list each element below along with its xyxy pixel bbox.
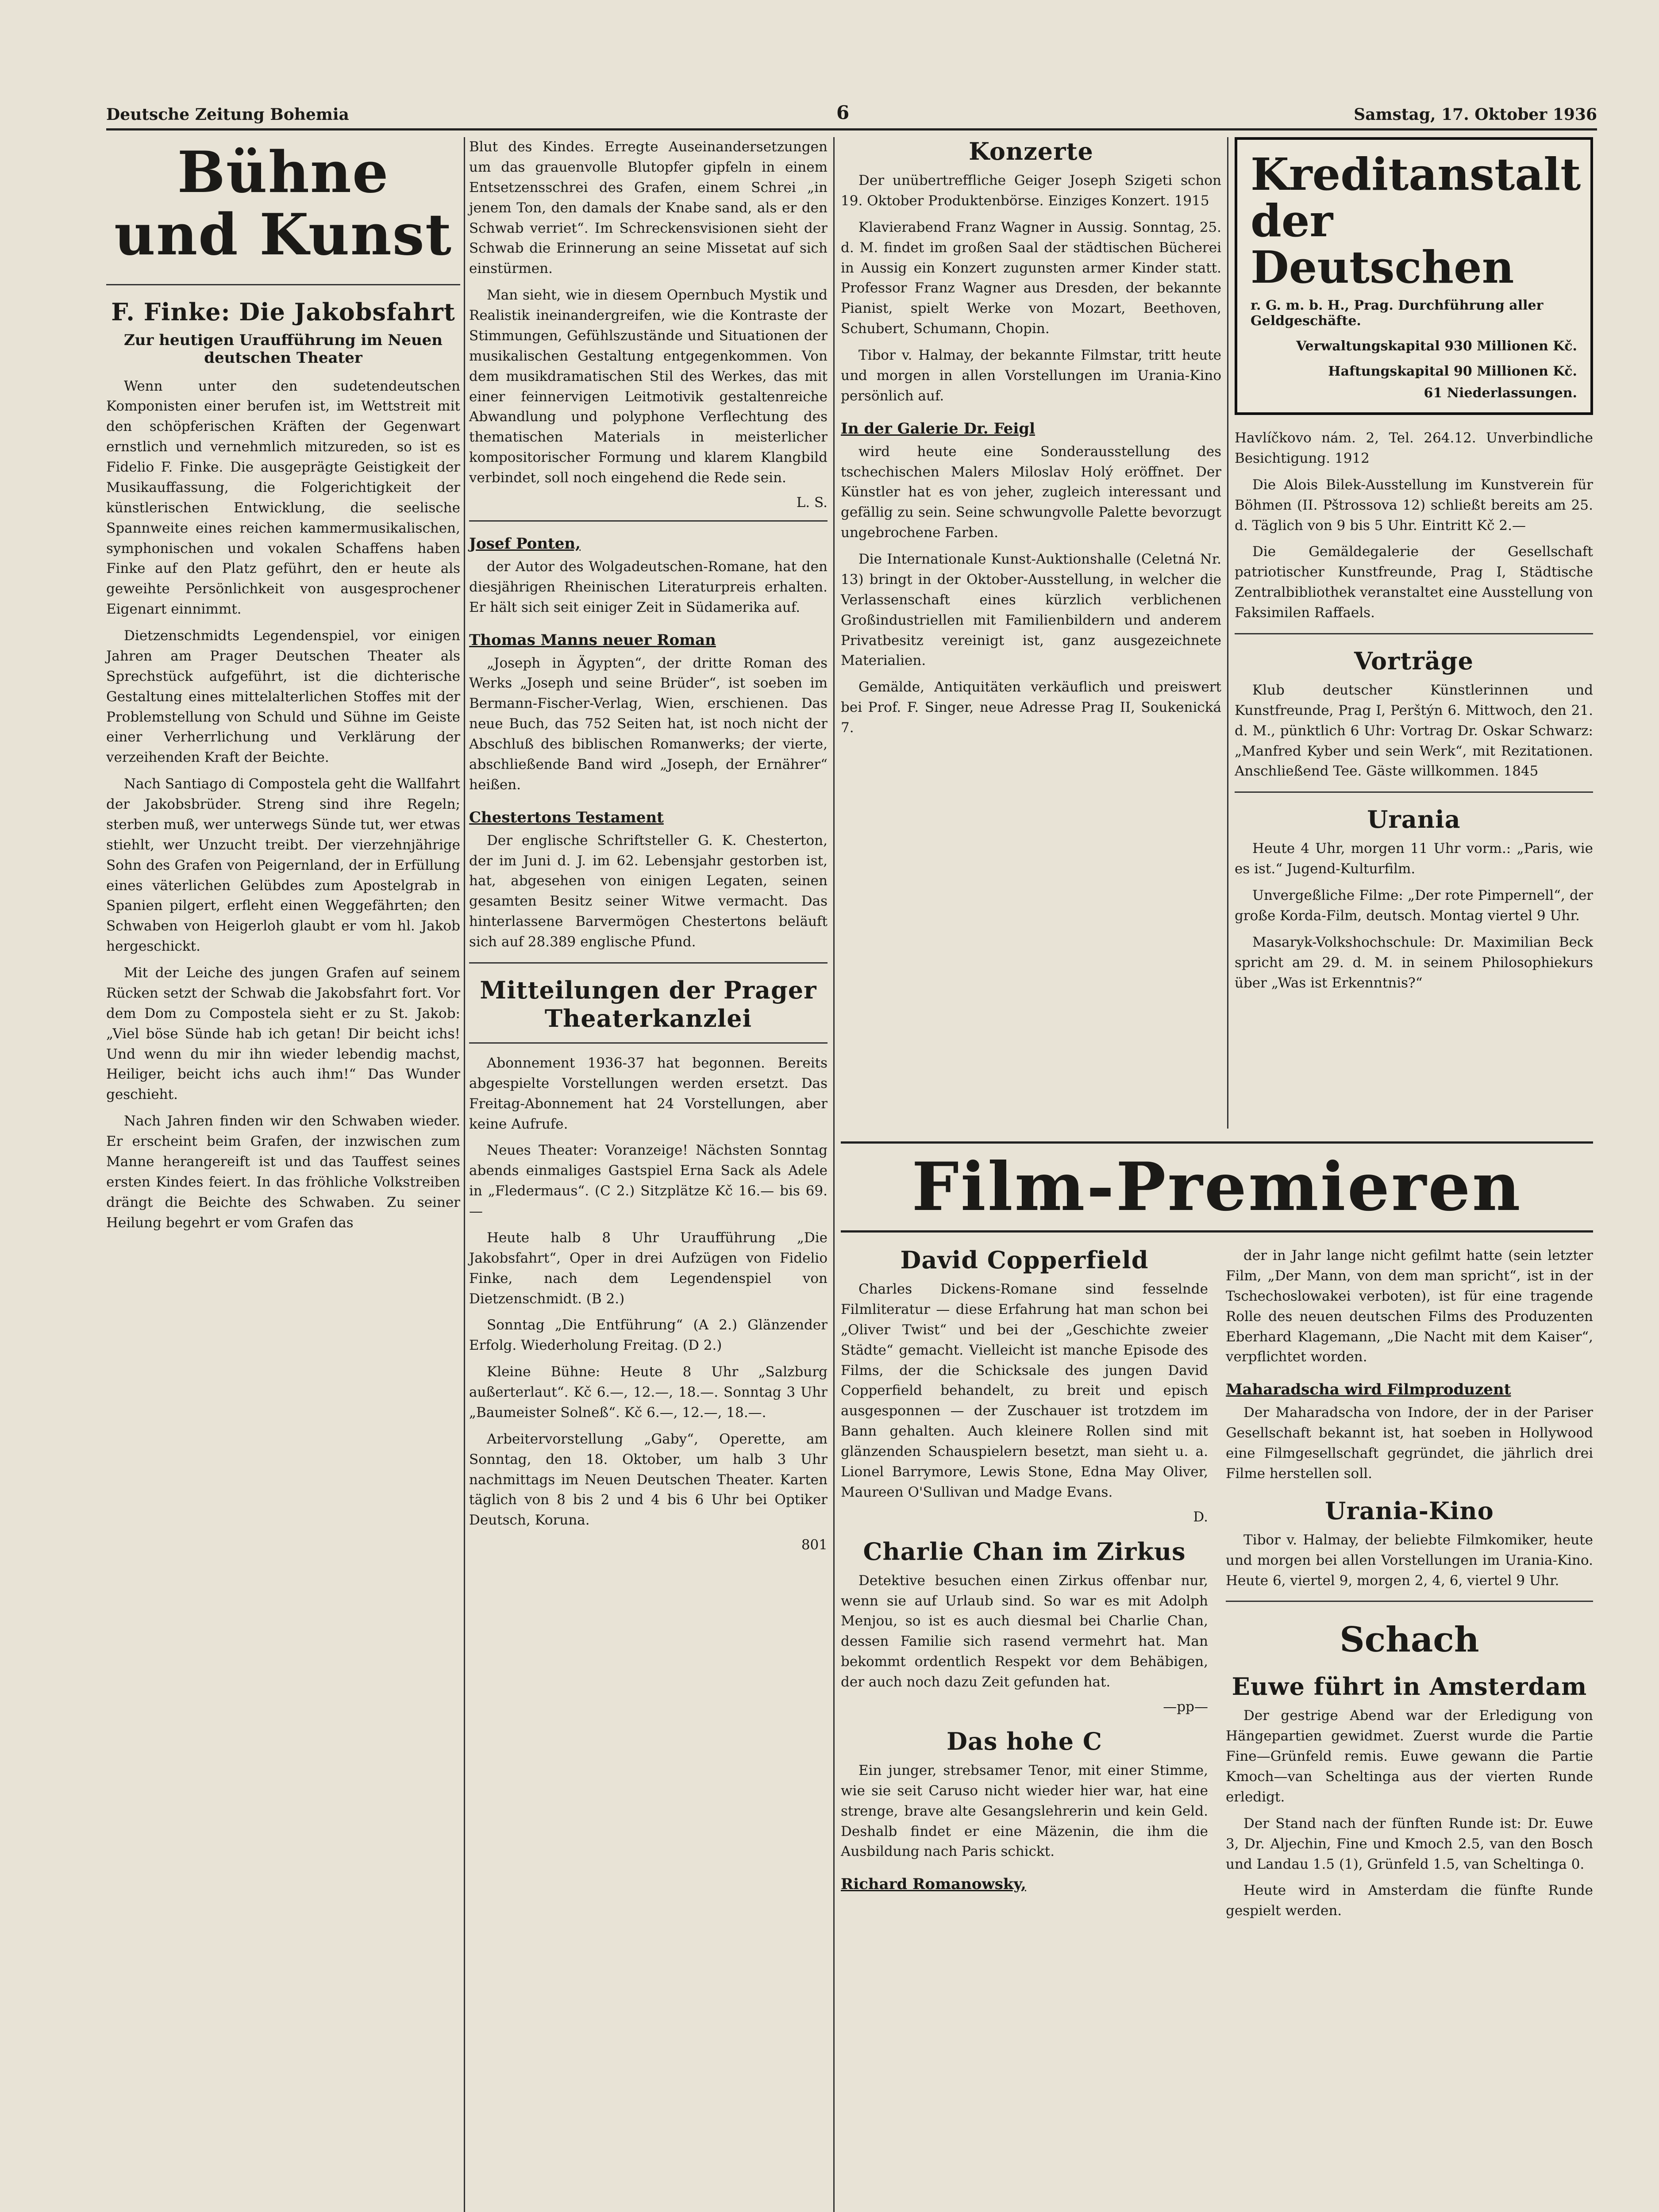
ad-bank-name: Kreditanstalt der Deutschen [1251,148,1581,293]
note-headline: Chestertons Testament [469,808,664,826]
konzert-item: Klavierabend Franz Wagner in Aussig. Sonntag, 25. d. M. findet im großen Saal der städtischen Bücherei in Aussig ein Konzert zugunsten armer Kinder statt. Professor Franz Wagner aus Dresden, der bekannte Pianist, spielt Werke von Mozart, Beethoven, Schubert, Schumann, Chopin. [841,219,1221,337]
galerie-text: wird heute eine Sonderausstellung des tschechischen Malers Miloslav Holý eröffnet. Der Künstler hat es von jeher, zugleich interessant und gefällig zu sein. Seine schwungvolle Palette bevorzugt ungebrochene Farben. [841,443,1221,541]
film-note: Tibor v. Halmay, der beliebte Filmkomiker, heute und morgen bei allen Vorstellungen im Urania-Kino. Heute 6, viertel 9, morgen 2, 4, 6, viertel 9 Uhr. [1226,1532,1593,1589]
konzerte-title: Konzerte [969,137,1093,165]
divider [469,1042,828,1044]
film-review: Detektive besuchen einen Zirkus offenbar nur, wenn sie auf Urlaub sind. So war es mit Adolph Menjou, so ist es auch diesmal bei Charlie Chan, dessen Familie sich rasend vermehrt hat. Man bekommt ordentlich Respekt vor dem Behäbigen, der auch noch dazu Zeit gefunden hat. [841,1572,1208,1690]
issue-date: Samstag, 17. Oktober 1936 [1354,105,1597,124]
column-rule [464,137,465,2212]
film-review-signature: —pp— [1163,1698,1208,1715]
article-paragraph: Mit der Leiche des jungen Grafen auf seinem Rücken setzt der Schwab die Jakobsfahrt fort. Vor dem Dom zu Compostela sieht er zu St. Jakob: „Viel böse Sünde hab ich getan! Dir beicht ichs! Und wenn du mir ihn wieder lebendig machst, Heiliger, beicht ichs auch ihm!“ Das Wunder geschieht. [106,965,460,1103]
article-headline: F. Finke: Die Jakobsfahrt [111,297,455,326]
film-headline: Charlie Chan im Zirkus [863,1537,1186,1566]
note-headline: Thomas Manns neuer Roman [469,631,716,649]
section-title-buehne-und-kunst: Bühne und Kunst [114,139,452,268]
film-note-headline: Maharadscha wird Filmproduzent [1226,1381,1511,1399]
film-columns [841,1246,1593,1921]
column-four [1235,137,1593,999]
konzert-item: Tibor v. Halmay, der bekannte Filmstar, tritt heute und morgen in allen Vorstellungen im Urania-Kino persönlich auf. [841,347,1221,404]
ad-capital: Verwaltungskapital 930 Millionen Kč. [1296,338,1577,354]
ad-subtitle: r. G. m. b. H., Prag. Durchführung aller Geldgeschäfte. [1251,298,1544,329]
film-note-headline: Richard Romanowsky, [841,1875,1026,1893]
film-headline: Das hohe C [947,1727,1102,1755]
schach-headline: Euwe führt in Amsterdam [1232,1672,1587,1701]
article-paragraph: Man sieht, wie in diesem Opernbuch Mystik und Realistik ineinandergreifen, wie die Kontraste der Stimmungen, Gefühlszustände und Situationen der musikalischen Gestaltung entgegenkommen. Von dem musikdramatischen Stil des Werkes, das mit einer feinnervigen Leitmotivik gestaltenreiche Abwandlung und polyphone Verflechtung des thematischen Materials in meisterlicher kompositorischer Formung und klarem Klangbild verbindet, soll noch eingehend die Rede sein. [469,287,828,486]
note-headline: Josef Ponten, [469,534,581,553]
column-two [469,137,828,1560]
divider [469,520,828,522]
urania-note: Masaryk-Volkshochschule: Dr. Maximilian Beck spricht am 29. d. M. in seinem Philosophiekurs über „Was ist Erkenntnis?“ [1235,934,1593,991]
urania-title: Urania [1367,805,1461,834]
film-review: Charles Dickens-Romane sind fesselnde Filmliteratur — diese Erfahrung hat man schon bei „Oliver Twist“ und bei der „Geschichte zweier Städte“ gemacht. Vielleicht ist manche Episode des Films, der die Schicksale des jungen David Copperfield behandelt, zu breit und episch ausgesponnen — der Zuschauer ist trotzdem im Bann gehalten. Auch kleinere Rollen sind mit glänzenden Schauspielern besetzt, man sieht u. a. Lionel Barrymore, Lewis Stone, Edna May Oliver, Maureen O'Sullivan und Madge Evans. [841,1281,1208,1500]
article-paragraph: Nach Jahren finden wir den Schwaben wieder. Er erscheint beim Grafen, der inzwischen zum Manne herangereift ist und das Tauffest seines ersten Kindes feiert. In das fröhliche Volkstreiben drängt die Beichte des Schwaben. Zu seiner Heilung begehrt er vom Grafen das [106,1113,460,1231]
schach-title: Schach [1340,1620,1479,1660]
announcement: Kleine Bühne: Heute 8 Uhr „Salzburg außerterlaut“. Kč 6.—, 12.—, 18.—. Sonntag 3 Uhr „Baumeister Solneß“. Kč 6.—, 12.—, 18.—. [469,1364,828,1421]
film-headline: David Copperfield [900,1246,1149,1274]
divider [1226,1601,1593,1602]
ad-liability-capital: Haftungskapital 90 Millionen Kč. [1328,364,1577,379]
column-rule [1227,137,1228,1129]
announcement: Abonnement 1936-37 hat begonnen. Bereits abgespielte Vorstellungen werden ersetzt. Das Freitag-Abonnement hat 24 Vorstellungen, aber keine Aufrufe. [469,1055,828,1132]
galerie-text: Gemälde, Antiquitäten verkäuflich und preiswert bei Prof. F. Singer, neue Adresse Prag II, Soukenická 7. [841,679,1221,736]
announcement-code: 801 [801,1537,828,1553]
column-rule [833,137,835,2212]
urania-note: Unvergeßliche Filme: „Der rote Pimpernell“, der große Korda-Film, deutsch. Montag viertel 9 Uhr. [1235,887,1593,924]
film-review-signature: D. [1193,1509,1208,1525]
divider [469,962,828,964]
schach-paragraph: Der gestrige Abend war der Erledigung von Hängepartien gewidmet. Zuerst wurde die Partie Fine—Grünfeld remis. Euwe gewann die Partie Kmoch—van Scheltinga aus der vierten Runde erledigt. [1226,1708,1593,1805]
divider [106,284,460,285]
divider [1235,791,1593,793]
film-note-headline: Urania-Kino [1325,1496,1494,1525]
column-konzerte [841,137,1221,745]
article-paragraph: Dietzenschmidts Legendenspiel, vor einigen Jahren am Prager Deutschen Theater als Sprechstück aufgeführt, ist die dichterische Gestaltung eines mittelalterlichen Stoffes mit der Problemstellung von Schuld und Sühne im Geiste einer Verherrlichung und Verklärung der verzeihenden Kraft der Beichte. [106,628,460,766]
exhibition-note: Havlíčkovo nám. 2, Tel. 264.12. Unverbindliche Besichtigung. 1912 [1235,430,1593,466]
note-text: der Autor des Wolgadeutschen-Romane, hat den diesjährigen Rheinischen Literaturpreis erhalten. Er hält sich seit einiger Zeit in Südamerika auf. [469,558,828,615]
vortraege-title: Vorträge [1354,646,1474,675]
schach-paragraph: Heute wird in Amsterdam die fünfte Runde gespielt werden. [1226,1882,1593,1919]
article-paragraph: Nach Santiago di Compostela geht die Wallfahrt der Jakobsbrüder. Streng sind ihre Regeln; sterben muß, wer unterwegs Sünde tut, wer etwas stiehlt, wer Unzucht treibt. Der vierzehnjährige Sohn des Grafen von Peigernland, der in Erfüllung eines väterlichen Gelübdes zum Apostelgrab in Spanien pilgert, erfleht einen Weggefährten; den Schwaben von Heigerloh glaubt er vom hl. Jakob hergeschickt. [106,776,460,955]
film-note: der in Jahr lange nicht gefilmt hatte (sein letzter Film, „Der Mann, von dem man spricht“, ist in der Tschechoslowakei verboten), ist für eine tragende Rolle des neuen deutschen Films des Produzenten Eberhard Klagemann, „Die Nacht mit dem Kaiser“, verpflichtet worden. [1226,1248,1593,1365]
announcement: Neues Theater: Voranzeige! Nächsten Sonntag abends einmaliges Gastspiel Erna Sack als Adele in „Fledermaus“. (C 2.) Sitzplätze Kč 16.— bis 69.— [469,1142,828,1219]
article-paragraph: Wenn unter den sudetendeutschen Komponisten einer berufen ist, im Wettstreit mit den schöpferischen Kräften der Gegenwart ernstlich und vernehmlich mitzureden, so ist es Fidelio F. Finke. Die ausgeprägte Geistigkeit der Musikauffassung, die Folgerichtigkeit der künstlerischen Entwicklung, die seelische Spannweite eines reichen kammermusikalischen, symphonischen und vokalen Schaffens haben Finke auf den Platz geführt, den er heute als geweihte Persönlichkeit von ausgesprochener Eigenart einnimmt. [106,378,460,618]
paper-name: Deutsche Zeitung Bohemia [106,105,349,124]
article-subheadline: Zur heutigen Uraufführung im Neuen deutschen Theater [123,331,443,367]
schach-paragraph: Der Stand nach der fünften Runde ist: Dr. Euwe 3, Dr. Aljechin, Fine und Kmoch 2.5, van den Bosch und Landau 1.5 (1), Grünfeld 1.5, van Scheltinga 0. [1226,1815,1593,1872]
urania-note: Heute 4 Uhr, morgen 11 Uhr vorm.: „Paris, wie es ist.“ Jugend-Kulturfilm. [1235,841,1593,877]
galerie-text: Die Internationale Kunst-Auktionshalle (Celetná Nr. 13) bringt in der Oktober-Ausstellung, in welcher die Verlassenschaft eines kürzlich verblichenen Großindustriellen mit Familienbildern und anderem Privatbesitz vereinigt ist, ganz ausgezeichnete Materialien. [841,551,1221,669]
column-buehne-und-kunst [106,137,460,1239]
note-text: „Joseph in Ägypten“, der dritte Roman des Werks „Joseph und seine Brüder“, ist soeben im Bermann-Fischer-Verlag, Wien, erschienen. Das neue Buch, das 752 Seiten hat, ist noch nicht der Abschluß des biblischen Romanwerks; der vierte, abschließende Band wird „Joseph, der Ernährer“ heißen. [469,655,828,793]
exhibition-note: Die Gemäldegalerie der Gesellschaft patriotischer Kunstfreunde, Prag I, Städtische Zentralbibliothek veranstaltet eine Ausstellung von Faksimilen Raffaels. [1235,544,1593,621]
film-premieren-title: Film-Premieren [841,1141,1593,1233]
film-note: Der Maharadscha von Indore, der in der Pariser Gesellschaft bekannt ist, hat soeben in Hollywood eine Filmgesellschaft gegründet, die jährlich drei Filme herstellen soll. [1226,1405,1593,1482]
page-number: 6 [836,102,850,123]
ad-branches: 61 Niederlassungen. [1424,385,1577,401]
note-text: Der englische Schriftsteller G. K. Chesterton, der im Juni d. J. im 62. Lebensjahr gestorben ist, hat, abgesehen von einigen Legaten, seinen gesamten Besitz seiner Witwe vermacht. Das hinterlassene Barvermögen Chestertons beläuft sich auf 28.389 englische Pfund. [469,832,828,950]
article-paragraph: Blut des Kindes. Erregte Auseinandersetzungen um das grauenvolle Blutopfer gipfeln in einem Entsetzensschrei des Grafen, einem Schrei „in jenem Ton, den damals der Knabe sand, als er den Schwab verriet“. Im Schreckensvisionen sieht der Schwab die Erinnerung an seine Missetat auf sich einstürmen. [469,139,828,277]
konzert-item: Der unübertreffliche Geiger Joseph Szigeti schon 19. Oktober Produktenbörse. Einziges Konzert. 1915 [841,173,1221,209]
announcement: Sonntag „Die Entführung“ (A 2.) Glänzender Erfolg. Wiederholung Freitag. (D 2.) [469,1317,828,1354]
divider [1235,633,1593,634]
announcement: Arbeitervorstellung „Gaby“, Operette, am Sonntag, den 18. Oktober, um halb 3 Uhr nachmittags im Neuen Deutschen Theater. Karten täglich von 8 bis 2 und 4 bis 6 Uhr bei Optiker Deutsch, Koruna. [469,1431,828,1528]
announcement: Heute halb 8 Uhr Uraufführung „Die Jakobsfahrt“, Oper in drei Aufzügen von Fidelio Finke, nach dem Legendenspiel von Dietzenschmidt. (B 2.) [469,1229,828,1307]
bank-advertisement [1235,137,1593,415]
film-review: Ein junger, strebsamer Tenor, mit einer Stimme, wie sie seit Caruso nicht wieder hier war, hat eine strenge, brave alte Gesangslehrerin und kein Geld. Deshalb findet er eine Mäzenin, die ihm die Ausbildung nach Paris schickt. [841,1762,1208,1860]
masthead [106,102,1597,131]
exhibition-note: Die Alois Bilek-Ausstellung im Kunstverein für Böhmen (II. Pštrossova 12) schließt bereits am 25. d. Täglich von 9 bis 5 Uhr. Eintritt Kč 2.— [1235,476,1593,534]
film-premieren-section [841,1137,1593,1921]
author-signature: L. S. [796,494,828,511]
lecture-note: Klub deutscher Künstlerinnen und Kunstfreunde, Prag I, Perštýn 6. Mittwoch, den 21. d. M., pünktlich 6 Uhr: Vortrag Dr. Oskar Schwarz: „Manfred Kyber und sein Werk“, mit Rezitationen. Anschließend Tee. Gäste willkommen. 1845 [1235,682,1593,780]
mitteilungen-title: Mitteilungen der Prager Theaterkanzlei [480,975,817,1033]
galerie-headline: In der Galerie Dr. Feigl [841,419,1035,438]
